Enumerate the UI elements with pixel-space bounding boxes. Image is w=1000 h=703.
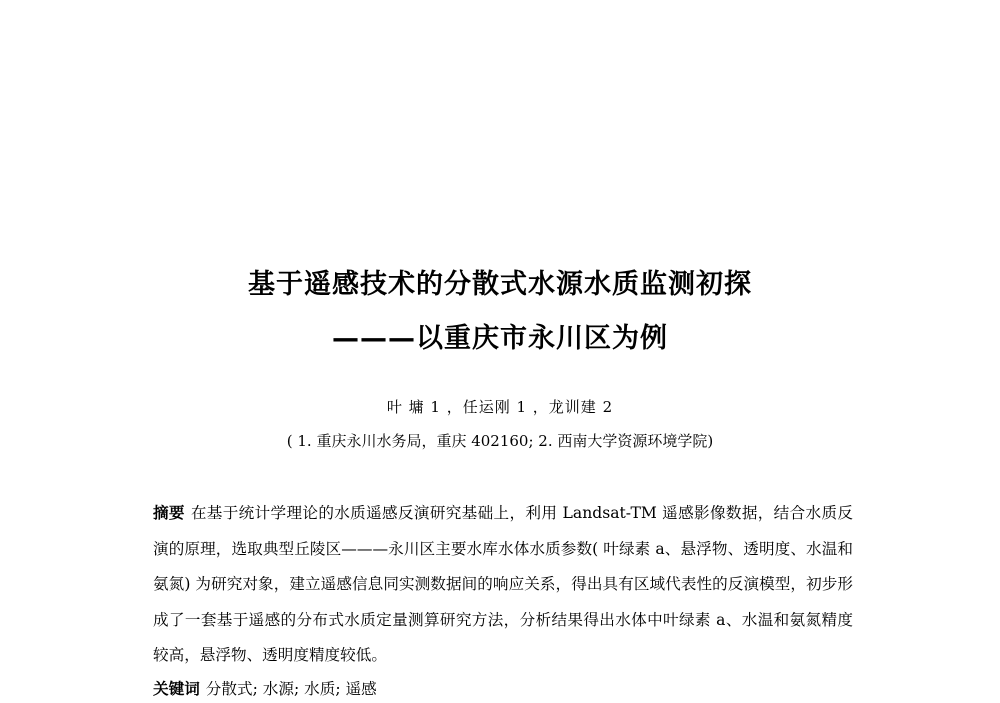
abstract	[153, 496, 853, 674]
keywords	[153, 677, 377, 699]
abstract-text: 在基于统计学理论的水质遥感反演研究基础上，利用 Landsat-TM 遥感影像数据，结合水质反演的原理，选取典型丘陵区———永川区主要水库水体水质参数( 叶绿素 a、悬浮物、透明度、水温和氨氮) 为研究对象，建立遥感信息同实测数据间的响应关系，得出具有区域代表性的反演模型，初步形成了一套基于遥感的分布式水质定量测算研究方法，分析结果得出水体中叶绿素 a、水温和氨氮精度较高，悬浮物、透明度精度较低。	[153, 504, 853, 664]
affiliations: ( 1. 重庆永川水务局，重庆 402160; 2. 西南大学资源环境学院)	[286, 432, 714, 450]
keywords-label: 关键词	[153, 680, 200, 698]
abstract-label: 摘要	[153, 504, 185, 522]
keywords-text: 分散式; 水源; 水质; 遥感	[205, 680, 377, 698]
author-list: 叶 墉 1 ，任运刚 1 ，龙训建 2	[386, 398, 614, 416]
paper-subtitle: ———以重庆市永川区为例	[332, 323, 668, 354]
paper-title: 基于遥感技术的分散式水源水质监测初探	[248, 269, 752, 300]
